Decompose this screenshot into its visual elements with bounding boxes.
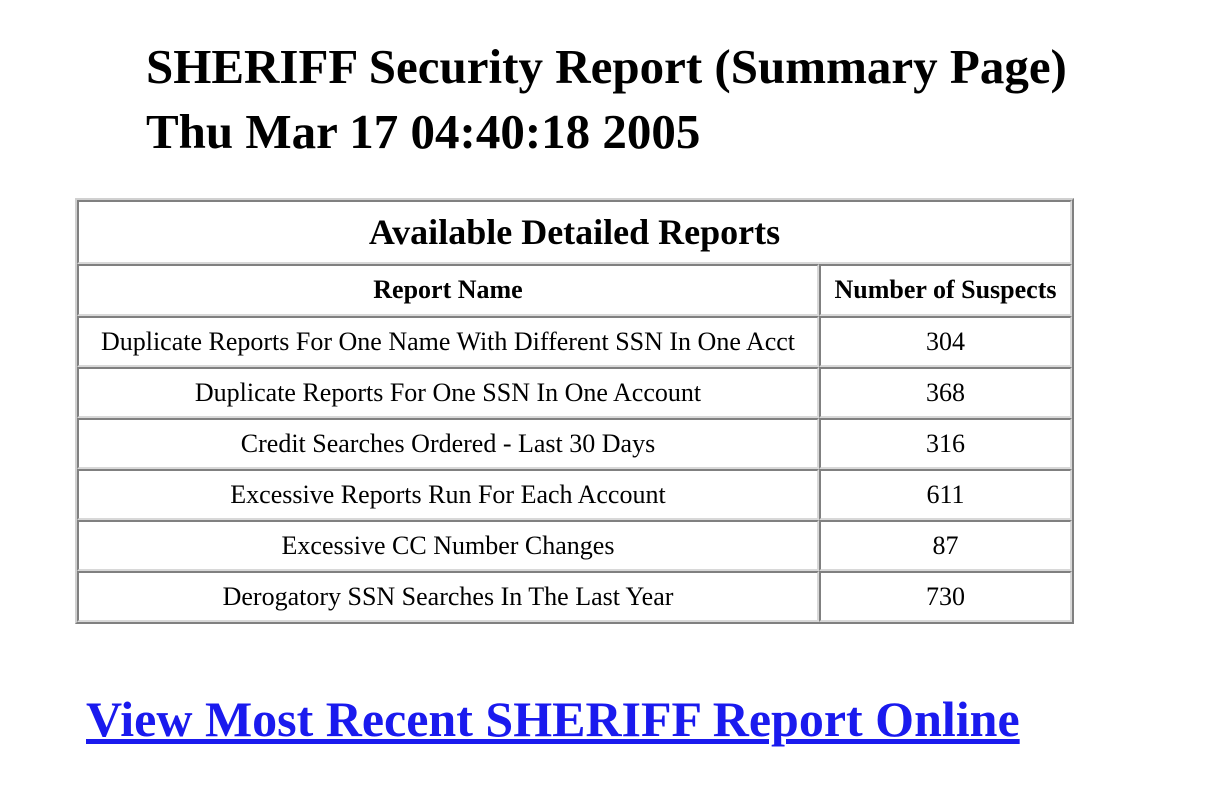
table-row — [77, 367, 1072, 418]
view-online-report-link[interactable]: View Most Recent SHERIFF Report Online — [86, 691, 1020, 747]
table-caption-row — [77, 200, 1072, 264]
table-header-row — [77, 264, 1072, 316]
suspect-count-cell: 368 — [819, 367, 1072, 418]
suspect-count-cell: 87 — [819, 520, 1072, 571]
suspect-count-cell: 304 — [819, 316, 1072, 367]
table-row — [77, 469, 1072, 520]
page-title — [146, 34, 1067, 164]
report-name-cell: Credit Searches Ordered - Last 30 Days — [77, 418, 819, 469]
report-timestamp: Thu Mar 17 04:40:18 2005 — [146, 104, 701, 159]
table-row — [77, 316, 1072, 367]
suspect-count-cell: 730 — [819, 571, 1072, 622]
suspect-count-cell: 316 — [819, 418, 1072, 469]
report-name-cell: Excessive CC Number Changes — [77, 520, 819, 571]
report-name-cell: Duplicate Reports For One Name With Different SSN In One Acct — [77, 316, 819, 367]
suspect-count-cell: 611 — [819, 469, 1072, 520]
report-name-cell: Duplicate Reports For One SSN In One Account — [77, 367, 819, 418]
report-name-cell: Excessive Reports Run For Each Account — [77, 469, 819, 520]
table-row — [77, 571, 1072, 622]
report-title: SHERIFF Security Report (Summary Page) — [146, 39, 1067, 94]
detailed-reports-table — [75, 198, 1074, 624]
table-row — [77, 418, 1072, 469]
column-header-number-of-suspects: Number of Suspects — [819, 264, 1072, 316]
table-caption: Available Detailed Reports — [77, 200, 1072, 264]
column-header-report-name: Report Name — [77, 264, 819, 316]
table-row — [77, 520, 1072, 571]
report-name-cell: Derogatory SSN Searches In The Last Year — [77, 571, 819, 622]
